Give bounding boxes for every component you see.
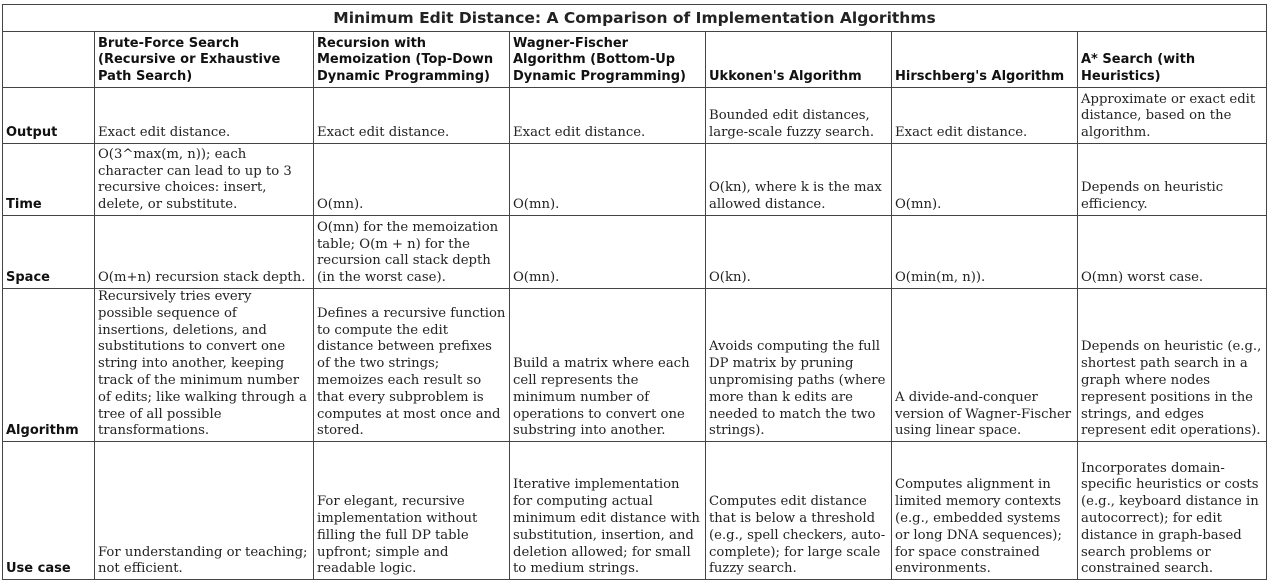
- column-header-wagner-fischer: Wagner-Fischer Algorithm (Bottom-Up Dynamic Programming): [510, 32, 706, 88]
- row-label-use-case: Use case: [3, 442, 95, 580]
- table-cell: O(m+n) recursion stack depth.: [95, 216, 314, 289]
- column-header-brute-force: Brute-Force Search (Recursive or Exhaustive Path Search): [95, 32, 314, 88]
- table-cell: Exact edit distance.: [95, 88, 314, 144]
- table-cell: Exact edit distance.: [892, 88, 1078, 144]
- row-label-algorithm: Algorithm: [3, 289, 95, 442]
- table-title: Minimum Edit Distance: A Comparison of Implementation Algorithms: [3, 5, 1267, 32]
- column-header-hirschberg: Hirschberg's Algorithm: [892, 32, 1078, 88]
- table-cell: Build a matrix where each cell represents the minimum number of operations to convert one substring into another.: [510, 289, 706, 442]
- table-cell: Depends on heuristic efficiency.: [1078, 144, 1267, 216]
- table-cell: O(3^max(m, n)); each character can lead to up to 3 recursive choices: insert, delete, or substitute.: [95, 144, 314, 216]
- table-cell: Computes edit distance that is below a threshold (e.g., spell checkers, auto-complete); for large scale fuzzy search.: [706, 442, 892, 580]
- table-row-time: [3, 144, 1267, 216]
- column-header-ukkonen: Ukkonen's Algorithm: [706, 32, 892, 88]
- column-header-corner: [3, 32, 95, 88]
- table-cell: Bounded edit distances, large-scale fuzzy search.: [706, 88, 892, 144]
- table-cell: Exact edit distance.: [510, 88, 706, 144]
- table-cell: Defines a recursive function to compute the edit distance between prefixes of the two strings; memoizes each result so that every subproblem is computes at most once and stored.: [314, 289, 510, 442]
- table-cell: A divide-and-conquer version of Wagner-Fischer using linear space.: [892, 289, 1078, 442]
- table-cell: O(mn).: [892, 144, 1078, 216]
- table-cell: O(kn), where k is the max allowed distance.: [706, 144, 892, 216]
- table-row-output: [3, 88, 1267, 144]
- table-row-use-case: [3, 442, 1267, 580]
- table-cell: O(kn).: [706, 216, 892, 289]
- table-cell: For elegant, recursive implementation without filling the full DP table upfront; simple and readable logic.: [314, 442, 510, 580]
- column-header-a-star: A* Search (with Heuristics): [1078, 32, 1267, 88]
- table-cell: O(mn) worst case.: [1078, 216, 1267, 289]
- table-cell: Incorporates domain-specific heuristics or costs (e.g., keyboard distance in autocorrect); for edit distance in graph-based search problems or constrained search.: [1078, 442, 1267, 580]
- row-label-space: Space: [3, 216, 95, 289]
- table-cell: Computes alignment in limited memory contexts (e.g., embedded systems or long DNA sequences); for space constrained environments.: [892, 442, 1078, 580]
- table-cell: Exact edit distance.: [314, 88, 510, 144]
- table-cell: Depends on heuristic (e.g., shortest path search in a graph where nodes represent positions in the strings, and edges represent edit operations).: [1078, 289, 1267, 442]
- comparison-table: [2, 4, 1267, 580]
- table-cell: O(min(m, n)).: [892, 216, 1078, 289]
- table-row-space: [3, 216, 1267, 289]
- table-cell: O(mn).: [510, 144, 706, 216]
- table-cell: For understanding or teaching; not efficient.: [95, 442, 314, 580]
- table-cell: Iterative implementation for computing actual minimum edit distance with substitution, insertion, and deletion allowed; for small to medium strings.: [510, 442, 706, 580]
- table-row-algorithm: [3, 289, 1267, 442]
- table-cell: O(mn).: [314, 144, 510, 216]
- table-cell: Approximate or exact edit distance, based on the algorithm.: [1078, 88, 1267, 144]
- comparison-sheet: [2, 4, 1266, 577]
- table-cell: O(mn).: [510, 216, 706, 289]
- table-cell: O(mn) for the memoization table; O(m + n) for the recursion call stack depth (in the worst case).: [314, 216, 510, 289]
- row-label-output: Output: [3, 88, 95, 144]
- table-cell: Avoids computing the full DP matrix by pruning unpromising paths (where more than k edits are needed to match the two strings).: [706, 289, 892, 442]
- row-label-time: Time: [3, 144, 95, 216]
- column-header-row: [3, 32, 1267, 88]
- table-cell: Recursively tries every possible sequence of insertions, deletions, and substitutions to convert one string into another, keeping track of the minimum number of edits; like walking through a tree of all possible transformations.: [95, 289, 314, 442]
- column-header-memoization: Recursion with Memoization (Top-Down Dynamic Programming): [314, 32, 510, 88]
